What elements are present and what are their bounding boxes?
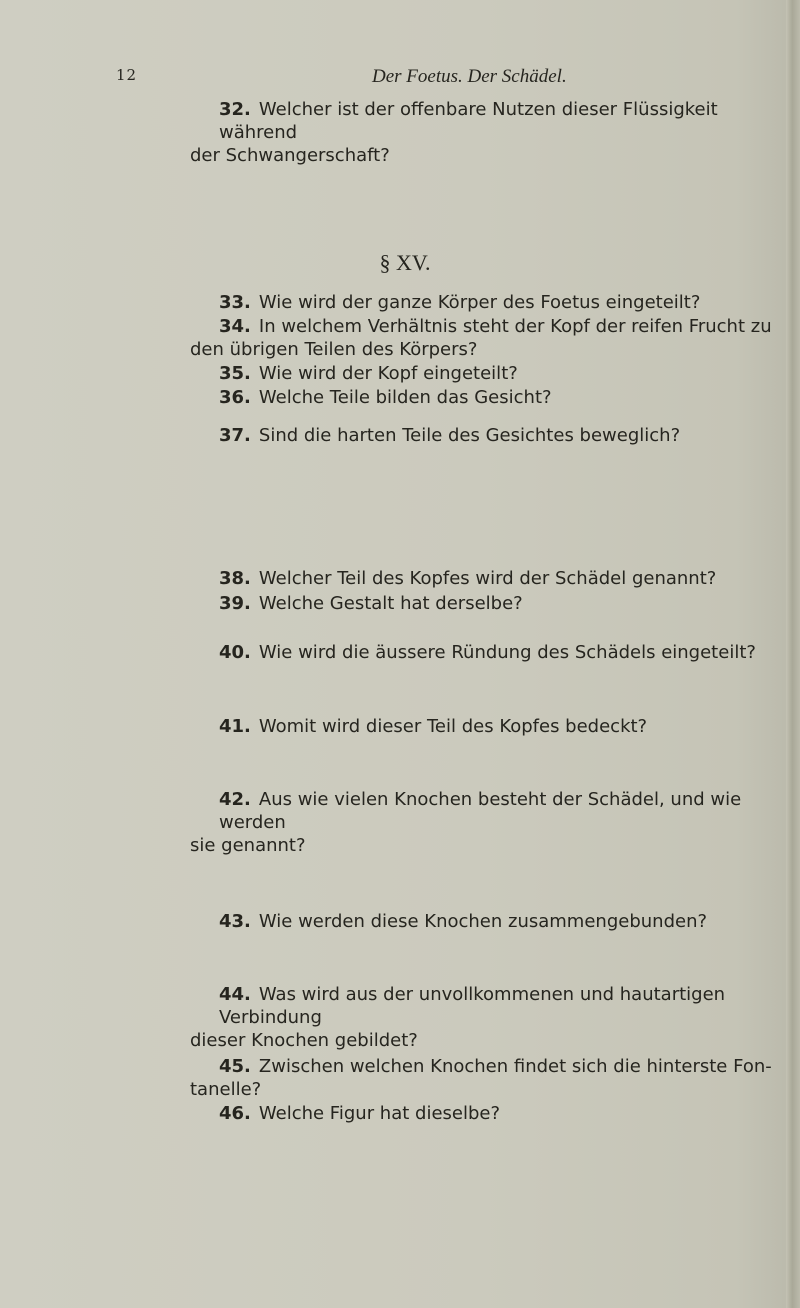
question-number: 39.	[219, 593, 251, 614]
question-36	[219, 386, 789, 409]
question-text: Welche Teile bilden das Gesicht?	[258, 387, 552, 408]
question-text-continued: den übrigen Teilen des Körpers?	[190, 339, 478, 360]
question-number: 43.	[219, 911, 251, 932]
question-number: 37.	[219, 425, 251, 446]
question-text: Welche Gestalt hat derselbe?	[258, 593, 523, 614]
question-number: 41.	[219, 716, 251, 737]
running-head: Der Foetus. Der Schädel.	[372, 66, 567, 87]
question-text: Aus wie vielen Knochen besteht der Schädel, und wie werden	[219, 789, 742, 833]
question-42	[190, 788, 789, 857]
question-text: Was wird aus der unvollkommenen und hautartigen Verbindung	[219, 984, 726, 1028]
question-40	[219, 641, 789, 664]
question-37	[219, 424, 789, 447]
question-39	[219, 592, 789, 615]
question-45	[190, 1055, 789, 1101]
question-number: 40.	[219, 642, 251, 663]
question-number: 35.	[219, 363, 251, 384]
question-text: In welchem Verhältnis steht der Kopf der reifen Frucht zu	[258, 316, 772, 337]
question-number: 33.	[219, 292, 251, 313]
question-32	[190, 98, 789, 167]
question-text-continued: tanelle?	[190, 1079, 262, 1100]
question-44	[190, 983, 789, 1052]
question-text-continued: sie genannt?	[190, 835, 306, 856]
question-text: Wie wird der Kopf eingeteilt?	[258, 363, 518, 384]
question-text: Welcher Teil des Kopfes wird der Schädel genannt?	[258, 568, 717, 589]
question-text: Welcher ist der offenbare Nutzen dieser Flüssigkeit während	[219, 99, 718, 143]
question-text: Welche Figur hat dieselbe?	[258, 1103, 501, 1124]
question-34	[190, 315, 789, 361]
question-text: Womit wird dieser Teil des Kopfes bedeckt?	[258, 716, 648, 737]
question-text-continued: dieser Knochen gebildet?	[190, 1030, 418, 1051]
question-number: 38.	[219, 568, 251, 589]
question-43	[219, 910, 789, 933]
page-header	[0, 66, 800, 90]
question-text: Sind die harten Teile des Gesichtes beweglich?	[258, 425, 681, 446]
question-35	[219, 362, 789, 385]
question-number: 46.	[219, 1103, 251, 1124]
question-33	[219, 291, 789, 314]
question-number: 42.	[219, 789, 251, 810]
question-46	[219, 1102, 789, 1125]
question-number: 45.	[219, 1056, 251, 1077]
question-text: Wie wird der ganze Körper des Foetus eingeteilt?	[258, 292, 701, 313]
question-text: Wie wird die äussere Ründung des Schädels eingeteilt?	[258, 642, 756, 663]
question-number: 32.	[219, 99, 251, 120]
question-text-continued: der Schwangerschaft?	[190, 145, 390, 166]
question-41	[219, 715, 789, 738]
section-heading: § XV.	[379, 250, 431, 275]
question-number: 34.	[219, 316, 251, 337]
question-text: Wie werden diese Knochen zusammengebunden?	[258, 911, 708, 932]
question-number: 44.	[219, 984, 251, 1005]
question-number: 36.	[219, 387, 251, 408]
question-text: Zwischen welchen Knochen findet sich die hinterste Fon-	[258, 1056, 772, 1077]
question-38	[219, 567, 789, 590]
page-number: 12	[116, 66, 138, 84]
